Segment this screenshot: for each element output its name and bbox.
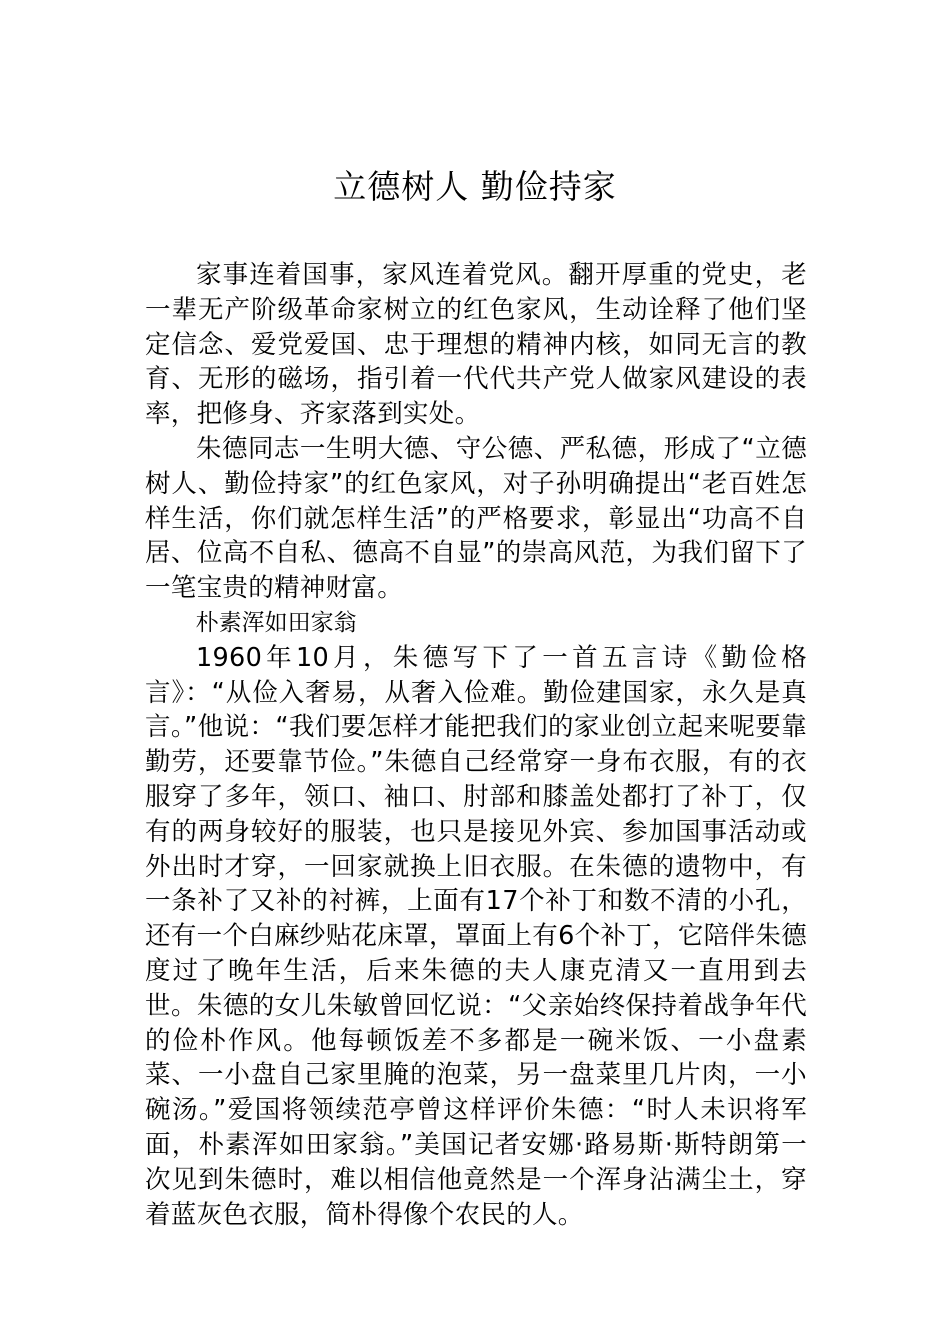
paragraph-frugality: 1960年10月，朱德写下了一首五言诗《勤俭格言》：“从俭入奢易，从奢入俭难。勤俭建国家，永久是真言。”他说：“我们要怎样才能把我们的家业创立起来呢要靠勤劳，还要靠节俭。”朱德自己经常穿一身布衣服，有的衣服穿了多年，领口、袖口、肘部和膝盖处都打了补丁，仅有的两身较好的服装，也只是接见外宾、参加国事活动或外出时才穿，一回家就换上旧衣服。在朱德的遗物中，有一条补了又补的衬裤，上面有17个补丁和数不清的小孔，还有一个白麻纱贴花床罩，罩面上有6个补丁，它陪伴朱德度过了晚年生活，后来朱德的夫人康克清又一直用到去世。朱德的女儿朱敏曾回忆说：“父亲始终保持着战争年代的俭朴作风。他每顿饭差不多都是一碗米饭、一小盘素菜、一小盘自己家里腌的泡菜，另一盘菜里几片肉，一小碗汤。”爱国将领续范亭曾这样评价朱德：“时人未识将军面，朴素浑如田家翁。”美国记者安娜·路易斯·斯特朗第一次见到朱德时，难以相信他竟然是一个浑身沾满尘土，穿着蓝灰色衣服，简朴得像个农民的人。 xyxy=(145,642,807,1230)
section-subheading: 朴素浑如田家翁 xyxy=(195,609,357,636)
document-title: 立德树人 勤俭持家 xyxy=(333,167,617,206)
document-body xyxy=(145,258,807,1232)
paragraph-zhude-family-style: 朱德同志一生明大德、守公德、严私德，形成了“立德树人、勤俭持家”的红色家风，对子孙明确提出“老百姓怎样生活，你们就怎样生活”的严格要求，彰显出“功高不自居、位高不自私、德高不自显”的崇高风范，为我们留下了一笔宝贵的精神财富。 xyxy=(145,433,807,604)
paragraph-intro: 家事连着国事，家风连着党风。翻开厚重的党史，老一辈无产阶级革命家树立的红色家风，生动诠释了他们坚定信念、爱党爱国、忠于理想的精神内核，如同无言的教育、无形的磁场，指引着一代代共产党人做家风建设的表率，把修身、齐家落到实处。 xyxy=(145,260,807,430)
